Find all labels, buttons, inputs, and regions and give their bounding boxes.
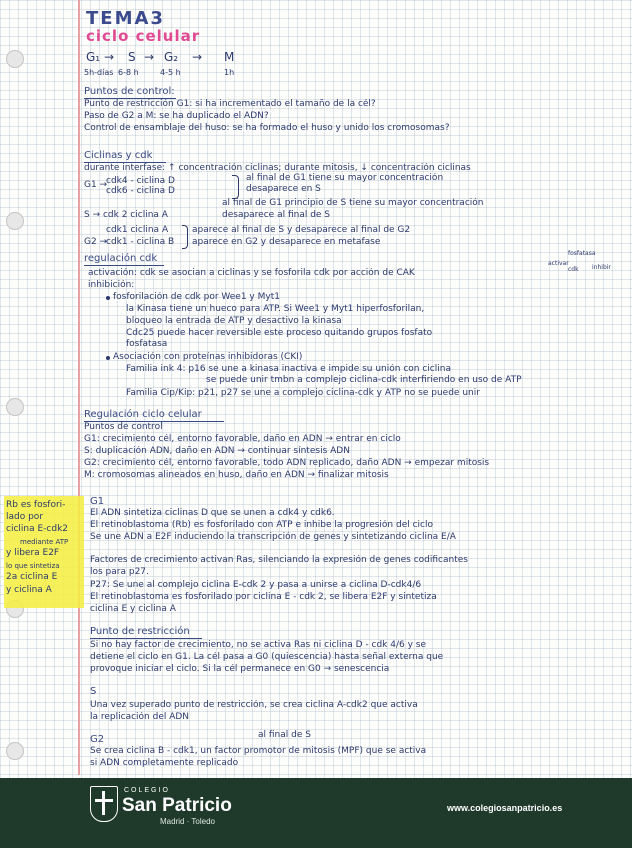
section-heading: Puntos de control: (84, 86, 175, 97)
school-name: San Patricio (122, 795, 232, 816)
school-label: COLEGIO (124, 787, 170, 794)
punch-hole (6, 398, 24, 416)
side-note-line: ciclina E-cdk2 (6, 524, 69, 534)
note-line: ciclina E y ciclina A (90, 604, 176, 614)
punch-hole (6, 50, 24, 68)
side-note-line: lo que sintetiza (6, 562, 60, 570)
bullet (106, 356, 110, 360)
note-line: desaparece en S (246, 184, 321, 194)
page-subtitle: ciclo celular (86, 27, 201, 45)
note-line: El retinoblastoma (Rb) es fosforilado con ATP e inhibe la progresión del ciclo (90, 520, 434, 530)
note-line: Control de ensamblaje del huso: se ha formado el huso y unido los cromosomas? (84, 123, 450, 133)
note-line: detiene el ciclo en G1. La cél pasa a G0 (quiescencia) hasta señal externa que (90, 652, 444, 662)
margin-line (78, 0, 80, 775)
note-line: cdk6 - ciclina D (106, 186, 175, 196)
cycle-arrow: → (192, 50, 203, 64)
section-heading: Regulación ciclo celular (84, 409, 202, 420)
heading-underline (84, 265, 164, 266)
bullet (106, 296, 110, 300)
brace (182, 225, 188, 249)
note-line: los para p27. (90, 567, 149, 577)
section-heading: G1 (90, 496, 105, 507)
section-heading: regulación cdk (84, 253, 158, 264)
note-line: G1: crecimiento cél, entorno favorable, daño en ADN → entrar en ciclo (84, 434, 401, 444)
section-heading: S (90, 686, 97, 697)
note-line: Asociación con proteínas inhibidoras (CKI) (113, 352, 303, 362)
note-line: aparece al final de S y desaparece al final de G2 (192, 225, 411, 235)
section-heading: Ciclinas y cdk (84, 150, 153, 161)
brace (232, 175, 239, 199)
side-note-line: y libera E2F (6, 548, 60, 558)
note-line: P27: Se une al complejo ciclina E-cdk 2 y pasa a unirse a ciclina D-cdk4/6 (90, 580, 422, 590)
cycle-arrow: → (104, 50, 115, 64)
note-line: Se une ADN a E2F induciendo la transcripción de genes y sintetizando ciclina E/A (90, 532, 456, 542)
page-title: TEMA3 (86, 8, 165, 29)
note-line: El retinoblastoma es fosforilado por ciclina E - cdk 2, se libera E2F y sintetiza (90, 592, 437, 602)
note-line: Familia ink 4: p16 se une a kinasa inactiva e impide su unión con ciclina (126, 364, 451, 374)
note-line: inhibición: (88, 280, 135, 290)
note-line: bloqueo la entrada de ATP y desactivo la kinasa (126, 316, 342, 326)
note-line: Factores de crecimiento activan Ras, silenciando la expresión de genes codificantes (90, 555, 468, 565)
school-website-link[interactable]: www.colegiosanpatricio.es (447, 803, 563, 813)
note-line: El ADN sintetiza ciclinas D que se unen a cdk4 y cdk6. (90, 508, 335, 518)
punch-hole (6, 212, 24, 230)
section-heading: G2 (90, 734, 105, 745)
note-line: durante interfase: ↑ concentración ciclinas; durante mitosis, ↓ concentración ciclinas (84, 163, 471, 173)
cycle-phase: G₂ (164, 50, 179, 64)
cycle-time: 5h-días (84, 68, 114, 77)
note-line: se puede unir tmbn a complejo ciclina-cdk interfiriendo en uso de ATP (206, 375, 522, 385)
note-line: G2: crecimiento cél, entorno favorable, todo ADN replicado, daño ADN → empezar mitosis (84, 458, 490, 468)
note-line: Se crea ciclina B - cdk1, un factor promotor de mitosis (MPF) que se activa (90, 746, 427, 756)
note-line: Familia Cip/Kip: p21, p27 se une a complejo ciclina-cdk y ATP no se puede unir (126, 388, 480, 398)
school-location: Madrid · Toledo (160, 817, 215, 826)
school-crest-icon (90, 786, 118, 822)
note-line: provoque iniciar el ciclo. Si la cél permanece en G0 → senescencia (90, 664, 390, 674)
side-note-line: y ciclina A (6, 585, 52, 595)
note-line: Punto de restricción G1: si ha incrementado el tamaño de la cél? (84, 99, 376, 109)
phase-label: G2 → (84, 237, 108, 247)
sub-heading: Puntos de control (84, 422, 163, 432)
note-line: al final de S (258, 730, 311, 740)
corner-note: activar (548, 260, 569, 267)
cycle-time: 6-8 h (118, 68, 139, 77)
note-line: desaparece al final de S (222, 210, 331, 220)
note-line: aparece en G2 y desaparece en metafase (192, 237, 381, 247)
note-line: activación: cdk se asocian a ciclinas y se fosforila cdk por acción de CAK (88, 268, 415, 278)
note-line: al final de G1 tiene su mayor concentración (246, 173, 444, 183)
side-note-line: Rb es fosfori- (6, 500, 66, 510)
phase-label: G1 → (84, 180, 108, 190)
note-line: cdk1 ciclina A (106, 225, 169, 235)
note-line: S → cdk 2 ciclina A (84, 210, 168, 220)
note-line: la replicación del ADN (90, 712, 190, 722)
note-line: al final de G1 principio de S tiene su mayor concentración (222, 198, 484, 208)
note-line: Paso de G2 a M: se ha duplicado el ADN? (84, 111, 269, 121)
cycle-time: 4-5 h (160, 68, 181, 77)
note-line: Cdc25 puede hacer reversible este proceso quitando grupos fosfato (126, 328, 433, 338)
section-heading: Punto de restricción (90, 626, 190, 637)
note-line: la Kinasa tiene un hueco para ATP. Si Wee1 y Myt1 hiperfosforilan, (126, 304, 425, 314)
punch-hole (6, 742, 24, 760)
corner-note: cdk (568, 266, 579, 273)
note-line: M: cromosomas alineados en huso, daño en ADN → finalizar mitosis (84, 470, 389, 480)
note-line: S: duplicación ADN, daño en ADN → continuar síntesis ADN (84, 446, 350, 456)
heading-underline (90, 638, 202, 639)
cycle-phase: M (224, 50, 235, 64)
cycle-time: 1h (224, 68, 235, 77)
side-note-line: mediante ATP (20, 538, 69, 546)
note-line: Una vez superado punto de restricción, se crea ciclina A-cdk2 que activa (90, 700, 418, 710)
side-note-line: lado por (6, 512, 44, 522)
note-line: si ADN completamente replicado (90, 758, 239, 768)
note-line: cdk1 - ciclina B (106, 237, 175, 247)
corner-note: inhibir (592, 264, 611, 271)
note-line: Si no hay factor de crecimiento, no se activa Ras ni ciclina D - cdk 4/6 y se (90, 640, 427, 650)
cycle-arrow: → (144, 50, 155, 64)
side-note-line: 2a ciclina E (6, 572, 58, 582)
note-line: fosforilación de cdk por Wee1 y Myt1 (113, 292, 280, 302)
note-line: fosfatasa (126, 339, 168, 349)
note-line: cdk4 - ciclina D (106, 176, 175, 186)
cycle-phase: G₁ (86, 50, 101, 64)
corner-note: fosfatasa (568, 250, 596, 257)
cycle-phase: S (128, 50, 136, 64)
